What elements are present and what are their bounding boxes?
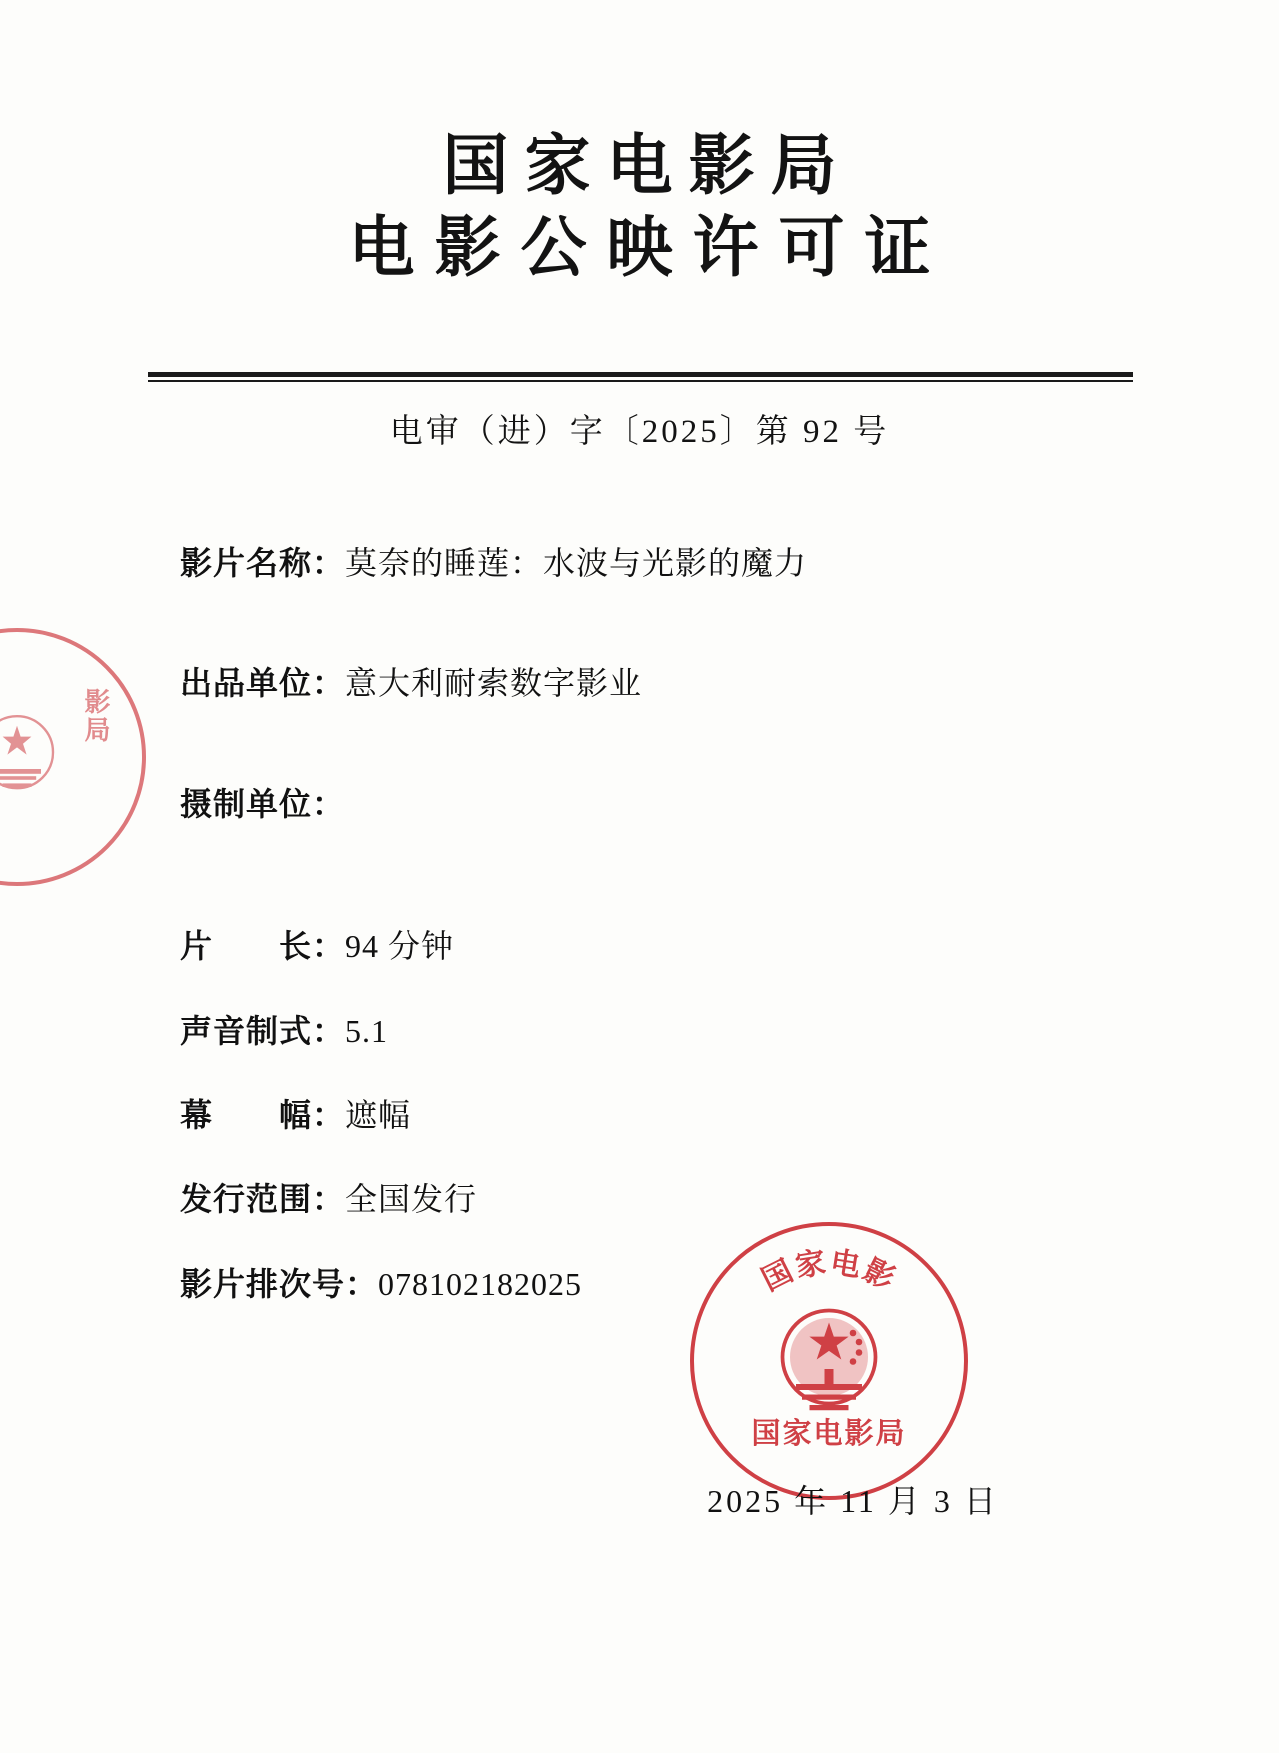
field-film-title <box>180 540 1140 586</box>
title-divider <box>148 372 1133 377</box>
seal-organization-name: 国家电影局 <box>751 1418 907 1450</box>
official-seal-partial-left <box>0 628 146 886</box>
field-duration <box>180 923 1140 969</box>
field-distribution-scope-label: 发行范围： <box>180 1181 346 1218</box>
field-production-unit-label: 摄制单位： <box>180 785 346 822</box>
certificate-title-block <box>0 128 1279 292</box>
issue-date: 2025 年 11 月 3 日 <box>707 1483 999 1519</box>
field-sound-format-label: 声音制式： <box>180 1012 346 1049</box>
field-film-title-label: 影片名称： <box>180 545 346 581</box>
field-producer <box>180 660 1140 706</box>
certificate-type-title: 电影公映许可证 <box>348 211 951 285</box>
field-sound-format <box>180 1008 1140 1054</box>
field-distribution-scope-value: 全国发行 <box>345 1181 478 1218</box>
document-number: 电审（进）字〔2025〕第 92 号 <box>389 414 890 450</box>
field-screen-ratio-label: 幕 幅： <box>180 1096 346 1133</box>
certificate-fields <box>180 540 1140 1349</box>
field-screen-ratio <box>180 1092 1140 1138</box>
field-producer-label: 出品单位： <box>180 665 346 702</box>
field-production-unit <box>180 781 1140 827</box>
field-film-title-value: 莫奈的睡莲：水波与光影的魔力 <box>345 545 808 581</box>
field-film-serial-number-label: 影片排次号： <box>180 1265 379 1302</box>
field-duration-label: 片 长： <box>180 928 346 965</box>
seal-arc-text: 国家电影 <box>756 1246 902 1298</box>
field-duration-value: 94 分钟 <box>345 928 455 965</box>
field-distribution-scope <box>180 1176 1140 1222</box>
national-emblem-icon <box>0 697 77 817</box>
seal-left-arc-text: 影局 <box>81 688 110 744</box>
field-film-serial-number <box>180 1261 1140 1307</box>
field-film-serial-number-value: 078102182025 <box>378 1265 583 1302</box>
official-seal-main <box>690 1222 968 1500</box>
field-producer-value: 意大利耐索数字影业 <box>345 665 643 702</box>
svg-text:国家电影 <box>757 1246 902 1297</box>
issuing-authority-title: 国家电影局 <box>442 130 853 203</box>
field-sound-format-value: 5.1 <box>345 1012 389 1049</box>
field-screen-ratio-value: 遮幅 <box>345 1096 412 1133</box>
